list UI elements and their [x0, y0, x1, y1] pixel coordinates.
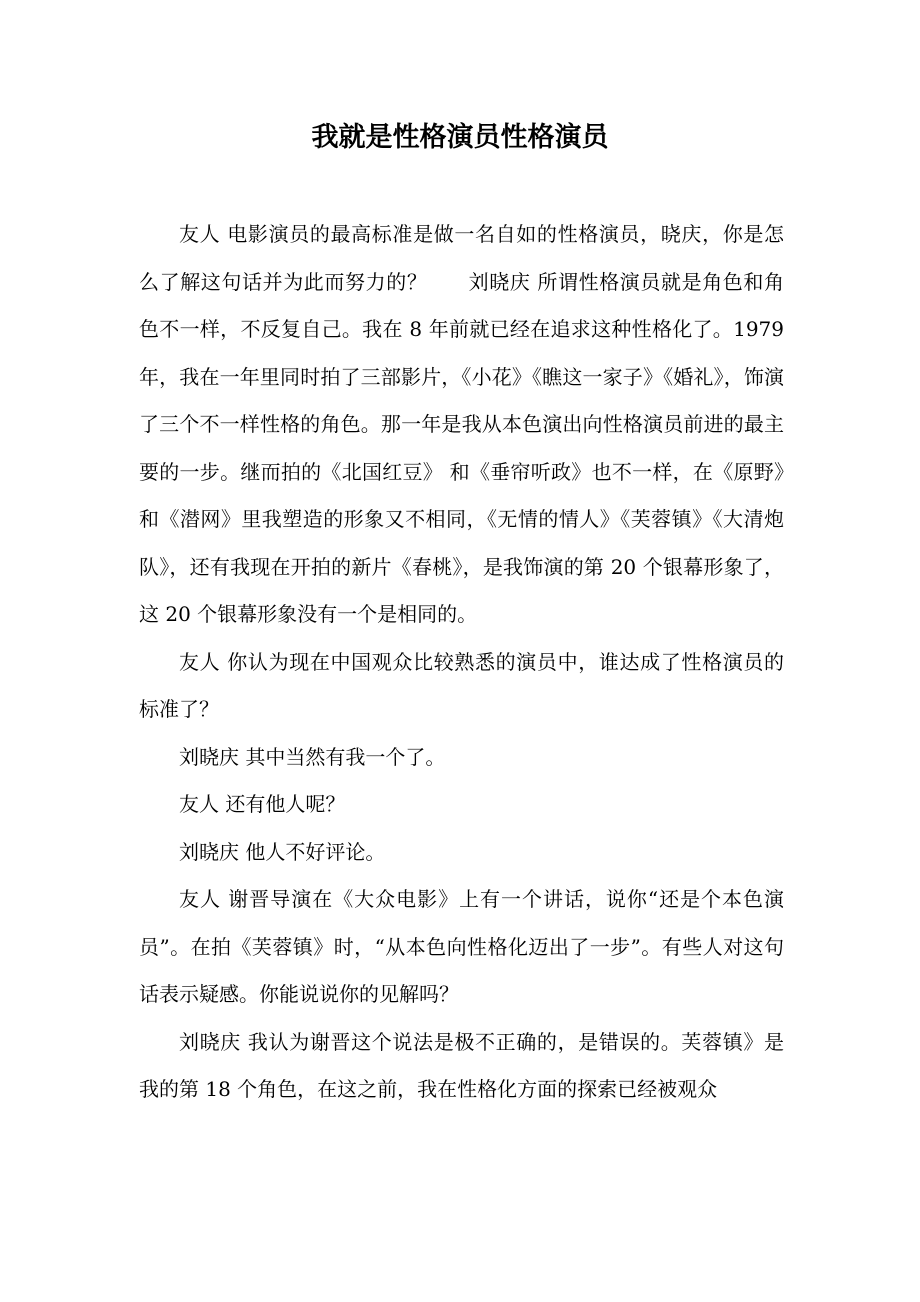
- paragraph: 友人 电影演员的最高标准是做一名自如的性格演员，晓庆，你是怎么了解这句话并为此而努力的？ 刘晓庆 所谓性格演员就是角色和角色不一样，不反复自己。我在 8 年前就已经在追求这种性格化了。1979 年，我在一年里同时拍了三部影片，《小花》《瞧这一家子》《婚礼》，饰演了三个不一样性格的角色。那一年是我从本色演出向性格演员前进的最主要的一步。继而拍的《北国红豆》 和《垂帘听政》也不一样，在《原野》和《潜网》里我塑造的形象又不相同，《无情的情人》《芙蓉镇》《大清炮队》，还有我现在开拍的新片《春桃》，是我饰演的第 20 个银幕形象了，这 20 个银幕形象没有一个是相同的。: [139, 222, 784, 626]
- paragraph: 友人 你认为现在中国观众比较熟悉的演员中，谁达成了性格演员的标准了？: [139, 649, 784, 721]
- document-body: [139, 211, 784, 1114]
- paragraph: 刘晓庆 我认为谢晋这个说法是极不正确的，是错误的。芙蓉镇》是我的第 18 个角色，在这之前，我在性格化方面的探索已经被观众: [139, 1029, 784, 1101]
- document-title: 我就是性格演员性格演员: [311, 122, 609, 153]
- paragraph: 友人 还有他人呢？: [179, 792, 346, 816]
- paragraph: 刘晓庆 其中当然有我一个了。: [179, 744, 446, 769]
- paragraph: 刘晓庆 他人不好评论。: [179, 839, 386, 864]
- paragraph: 友人 谢晋导演在《大众电影》上有一个讲话，说你“还是个本色演员”。在拍《芙蓉镇》时，“从本色向性格化迈出了一步”。有些人对这句话表示疑感。你能说说你的见解吗？: [139, 887, 784, 1006]
